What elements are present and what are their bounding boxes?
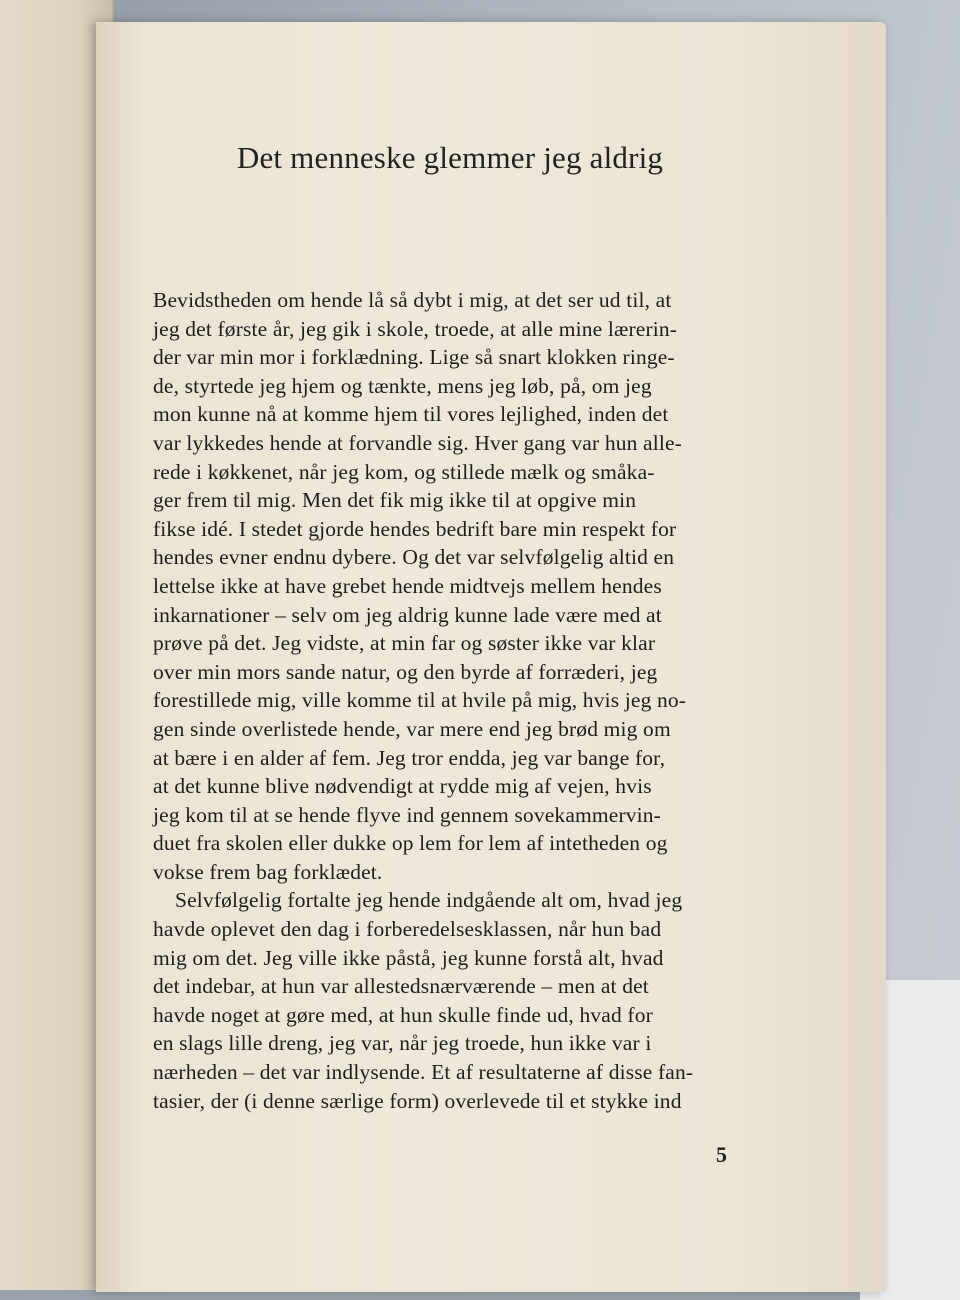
page-body [153, 286, 743, 1115]
text-line: det indebar, at hun var allestedsnærværende – men at det [153, 974, 649, 999]
text-line: at bære i en alder af fem. Jeg tror endda, jeg var bange for, [153, 745, 666, 770]
paragraph-1 [153, 286, 743, 886]
page-number: 5 [716, 1142, 727, 1167]
text-line: forestillede mig, ville komme til at hvile på mig, hvis jeg no- [153, 688, 687, 713]
text-line: mon kunne nå at komme hjem til vores lejlighed, inden det [153, 402, 669, 427]
text-line: de, styrtede jeg hjem og tænkte, mens jeg løb, på, om jeg [153, 373, 652, 398]
text-line: gen sinde overlistede hende, var mere end jeg brød mig om [153, 716, 671, 741]
text-line: lettelse ikke at have grebet hende midtvejs mellem hendes [153, 573, 662, 598]
paragraph-2 [153, 886, 743, 1115]
text-line: en slags lille dreng, jeg var, når jeg troede, hun ikke var i [153, 1031, 652, 1056]
text-line: havde oplevet den dag i forberedelsesklassen, når hun bad [153, 917, 662, 942]
text-line: inkarnationer – selv om jeg aldrig kunne lade være med at [153, 602, 662, 627]
text-line: duet fra skolen eller dukke op lem for lem af intetheden og [153, 831, 668, 856]
text-line: fikse idé. I stedet gjorde hendes bedrift bare min respekt for [153, 516, 677, 541]
text-line: var lykkedes hende at forvandle sig. Hver gang var hun alle- [153, 430, 682, 455]
text-line: jeg det første år, jeg gik i skole, troede, at alle mine lærerin- [153, 316, 678, 341]
text-line: mig om det. Jeg ville ikke påstå, jeg kunne forstå alt, hvad [153, 945, 664, 970]
text-line: tasier, der (i denne særlige form) overlevede til et stykke ind [153, 1088, 682, 1113]
text-line: hendes evner endnu dybere. Og det var selvfølgelig altid en [153, 545, 675, 570]
text-line: rede i køkkenet, når jeg kom, og stillede mælk og småka- [153, 459, 655, 484]
text-line: der var min mor i forklædning. Lige så snart klokken ringe- [153, 345, 675, 370]
text-line: nærheden – det var indlysende. Et af resultaterne af disse fan- [153, 1060, 694, 1085]
text-line: jeg kom til at se hende flyve ind gennem sovekammervin- [153, 802, 661, 827]
text-line: ger frem til mig. Men det fik mig ikke til at opgive min [153, 488, 637, 513]
text-line: at det kunne blive nødvendigt at rydde mig af vejen, hvis [153, 774, 652, 799]
chapter-title: Det menneske glemmer jeg aldrig [236, 140, 664, 175]
text-line: havde noget at gøre med, at hun skulle finde ud, hvad for [153, 1002, 653, 1027]
text-line: over min mors sande natur, og den byrde af forræderi, jeg [153, 659, 658, 684]
text-line: Selvfølgelig fortalte jeg hende indgående alt om, hvad jeg [175, 888, 683, 913]
text-line: prøve på det. Jeg vidste, at min far og søster ikke var klar [153, 631, 656, 656]
text-line: Bevidstheden om hende lå så dybt i mig, at det ser ud til, at [153, 288, 672, 312]
text-line: vokse frem bag forklædet. [153, 859, 383, 884]
